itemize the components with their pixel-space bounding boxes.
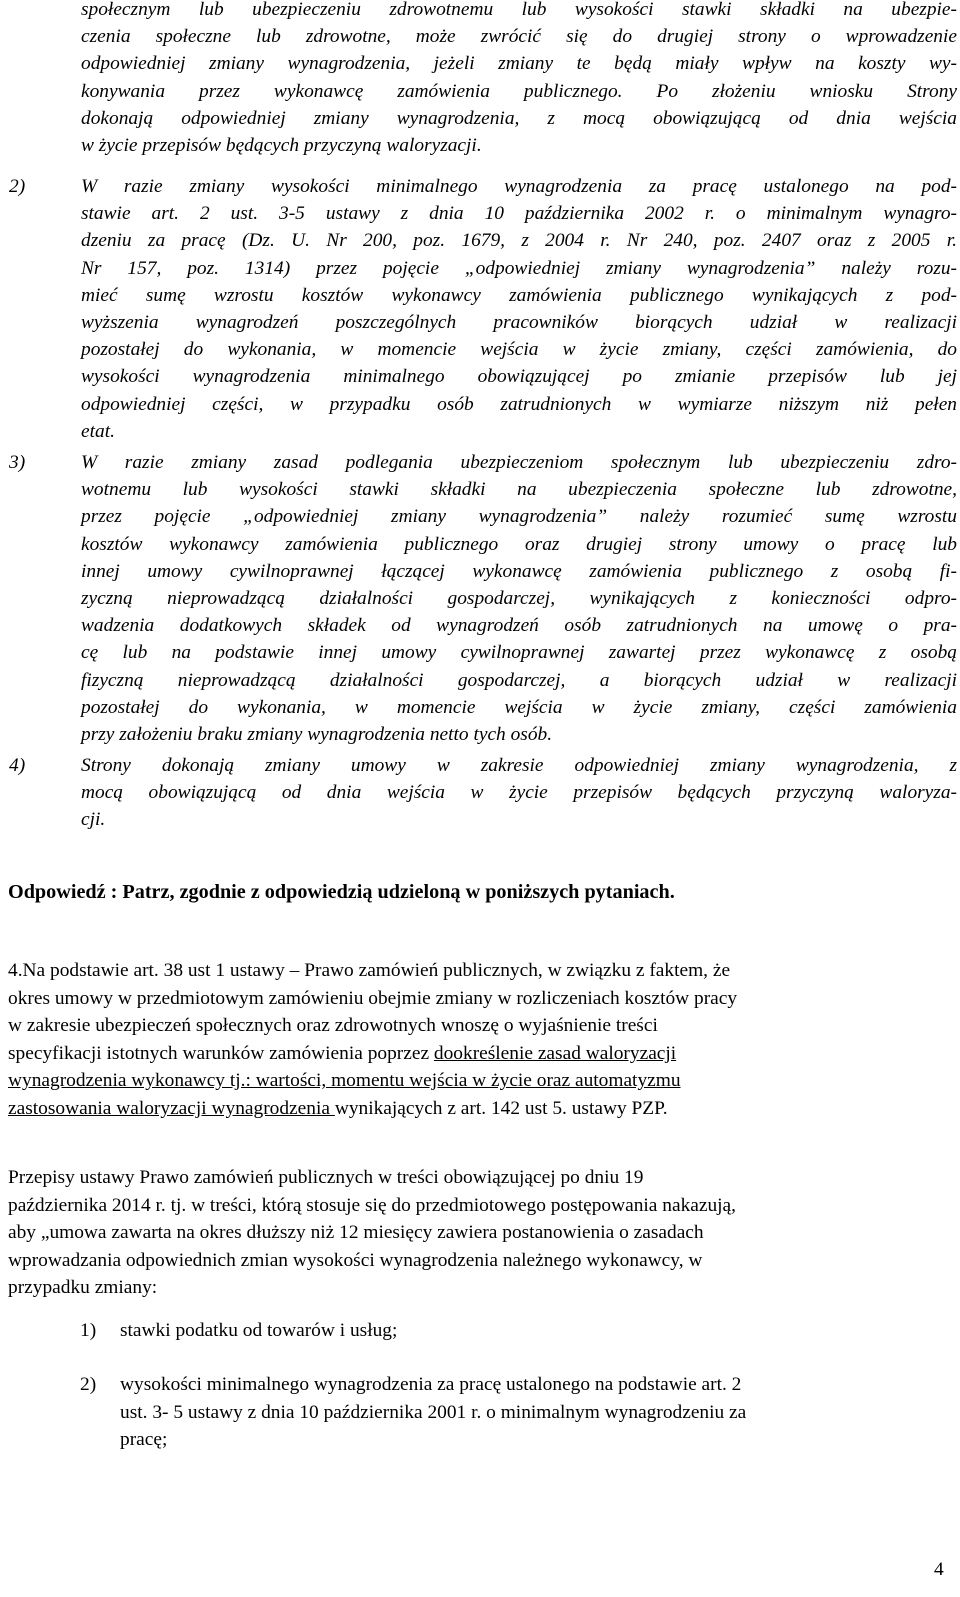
text-line: przy założeniu braku zmiany wynagrodzenia netto tych osób. [81, 724, 553, 746]
text-line [8, 1067, 953, 1095]
text-line: W razie zmiany wysokości minimalnego wynagrodzenia za pracę ustalonego na pod- [81, 176, 957, 197]
text-line: społecznym lub ubezpieczeniu zdrowotnemu lub wysokości stawki składki na ubezpie- [81, 0, 957, 20]
text-line: wyższenia wynagrodzeń poszczególnych pracowników biorących udział w realizacji [81, 312, 957, 334]
text-line: wysokości minimalnego wynagrodzenia za pracę ustalonego na podstawie art. 2 [120, 1374, 742, 1395]
text-line: wotnemu lub wysokości stawki składki na ubezpieczenia społeczne lub zdrowotne, [81, 479, 957, 501]
text-line: W razie zmiany zasad podlegania ubezpieczeniom społecznym lub ubezpieczeniu zdro- [81, 452, 957, 473]
clause-4 [9, 752, 957, 834]
text-line [8, 1040, 953, 1068]
text-line: okres umowy w przedmiotowym zamówieniu obejmie zmiany w rozliczeniach kosztów pracy [8, 987, 738, 1009]
answer-heading: Odpowiedź : Patrz, zgodnie z odpowiedzią udzieloną w poniższych pytaniach. [8, 881, 675, 903]
clause-2 [9, 173, 957, 445]
text-line: pozostałej do wykonania, w momencie wejścia w życie zmiany, części zamówienia, do [81, 339, 957, 361]
text-line: 4.Na podstawie art. 38 ust 1 ustawy – Prawo zamówień publicznych, w związku z faktem, że [8, 960, 731, 981]
text-line: przez pojęcie „odpowiedniej zmiany wynagrodzenia” należy rozumieć sumę wzrostu [81, 506, 957, 528]
text-line: pozostałej do wykonania, w momencie wejścia w życie zmiany, części zamówienia [81, 696, 957, 718]
list-item-number: 1) [80, 1320, 97, 1341]
text-line: dzeniu za pracę (Dz. U. Nr 200, poz. 1679, z 2004 r. Nr 240, poz. 2407 oraz z 2005 r. [81, 230, 957, 252]
text-segment: wynikających z art. 142 ust 5. ustawy PZP. [334, 1097, 668, 1119]
list-item [80, 1371, 950, 1454]
text-line: przypadku zmiany: [8, 1277, 158, 1299]
text-line: odpowiedniej zmiany wynagrodzenia, jeżeli zmiany te będą miały wpływ na koszty wy- [81, 53, 957, 75]
text-line: Przepisy ustawy Prawo zamówień publicznych w treści obowiązującej po dniu 19 [8, 1167, 644, 1188]
list-item-number: 2) [80, 1374, 97, 1395]
clause-text [81, 449, 957, 748]
text-line: mocą obowiązującą od dnia wejścia w życie przepisów będących przyczyną waloryza- [81, 782, 957, 804]
text-line: ust. 3- 5 ustawy z dnia 10 października 2001 r. o minimalnym wynagrodzeniu za [120, 1401, 747, 1423]
text-line: w życie przepisów będących przyczyną waloryzacji. [81, 135, 482, 157]
page-number: 4 [934, 1559, 944, 1580]
text-line: wadzenia dodatkowych składek od wynagrodzeń osób zatrudnionych na umowę o pra- [81, 615, 957, 637]
text-line: mieć sumę wzrostu kosztów wykonawcy zamówienia publicznego wynikających z pod- [81, 284, 957, 306]
text-line: czenia społeczne lub zdrowotne, może zwrócić się do drugiej strony o wprowadzenie [81, 26, 957, 48]
text-line: aby „umowa zawarta na okres dłuższy niż 12 miesięcy zawiera postanowienia o zasadach [8, 1222, 704, 1244]
clause-text [81, 752, 957, 834]
text-line: stawki podatku od towarów i usług; [120, 1320, 398, 1341]
text-line: kosztów wykonawcy zamówienia publicznego oraz drugiej strony umowy o pracę lub [81, 533, 957, 555]
text-line: wprowadzania odpowiednich zmian wysokości wynagrodzenia należnego wykonawcy, w [8, 1249, 703, 1271]
text-line: dokonają odpowiedniej zmiany wynagrodzenia, z mocą obowiązującą od dnia wejścia [81, 107, 957, 129]
text-line: w zakresie ubezpieczeń społecznych oraz zdrowotnych wnoszę o wyjaśnienie treści [8, 1015, 658, 1037]
text-line: cę lub na podstawie innej umowy cywilnoprawnej zawartej przez wykonawcę z osobą [81, 642, 957, 664]
text-line: cji. [81, 809, 106, 831]
clause-number: 4) [9, 755, 26, 776]
text-line: października 2014 r. tj. w treści, którą stosuje się do przedmiotowego postępowania nakazują, [8, 1194, 737, 1216]
text-line: innej umowy cywilnoprawnej łączącej wykonawcę zamówienia publicznego z osobą fi- [81, 560, 957, 582]
clause-number: 3) [9, 452, 26, 473]
underlined-text: wynagrodzenia wykonawcy tj.: wartości, momentu wejścia w życie oraz automatyzmu [8, 1070, 681, 1092]
text-line: Nr 157, poz. 1314) przez pojęcie „odpowiedniej zmiany wynagrodzenia” należy rozu- [81, 257, 957, 279]
text-line: wysokości wynagrodzenia minimalnego obowiązującej po zmianie przepisów lub jej [81, 366, 957, 388]
legal-paragraph [8, 1164, 953, 1302]
text-line: stawie art. 2 ust. 3-5 ustawy z dnia 10 października 2002 r. o minimalnym wynagro- [81, 203, 957, 225]
list-item [80, 1317, 950, 1345]
question-4-paragraph [8, 957, 953, 1123]
underlined-text: dookreślenie zasad waloryzacji [433, 1042, 677, 1064]
clause-number: 2) [9, 176, 26, 197]
text-line: konywania przez wykonawcę zamówienia publicznego. Po złożeniu wniosku Strony [81, 80, 957, 102]
clause-text [81, 173, 957, 445]
text-line: zyczną nieprowadzącą działalności gospodarczej, wynikających z konieczności odpro- [81, 588, 957, 610]
clause-3 [9, 449, 957, 748]
text-line: odpowiedniej części, w przypadku osób zatrudnionych w wymiarze niższym niż pełen [81, 393, 957, 415]
text-line: Strony dokonają zmiany umowy w zakresie odpowiedniej zmiany wynagrodzenia, z [81, 755, 957, 776]
text-line [8, 1095, 953, 1123]
continuation-paragraph [81, 0, 957, 159]
text-segment: specyfikacji istotnych warunków zamówienia poprzez [8, 1042, 434, 1064]
text-line: fizyczną nieprowadzącą działalności gospodarczej, a biorących udział w realizacji [81, 669, 957, 691]
text-line: pracę; [120, 1429, 168, 1451]
list-item-text [120, 1371, 950, 1454]
list-item-text [120, 1317, 950, 1345]
text-line: etat. [81, 420, 115, 442]
underlined-text: zastosowania waloryzacji wynagrodzenia [8, 1097, 335, 1119]
